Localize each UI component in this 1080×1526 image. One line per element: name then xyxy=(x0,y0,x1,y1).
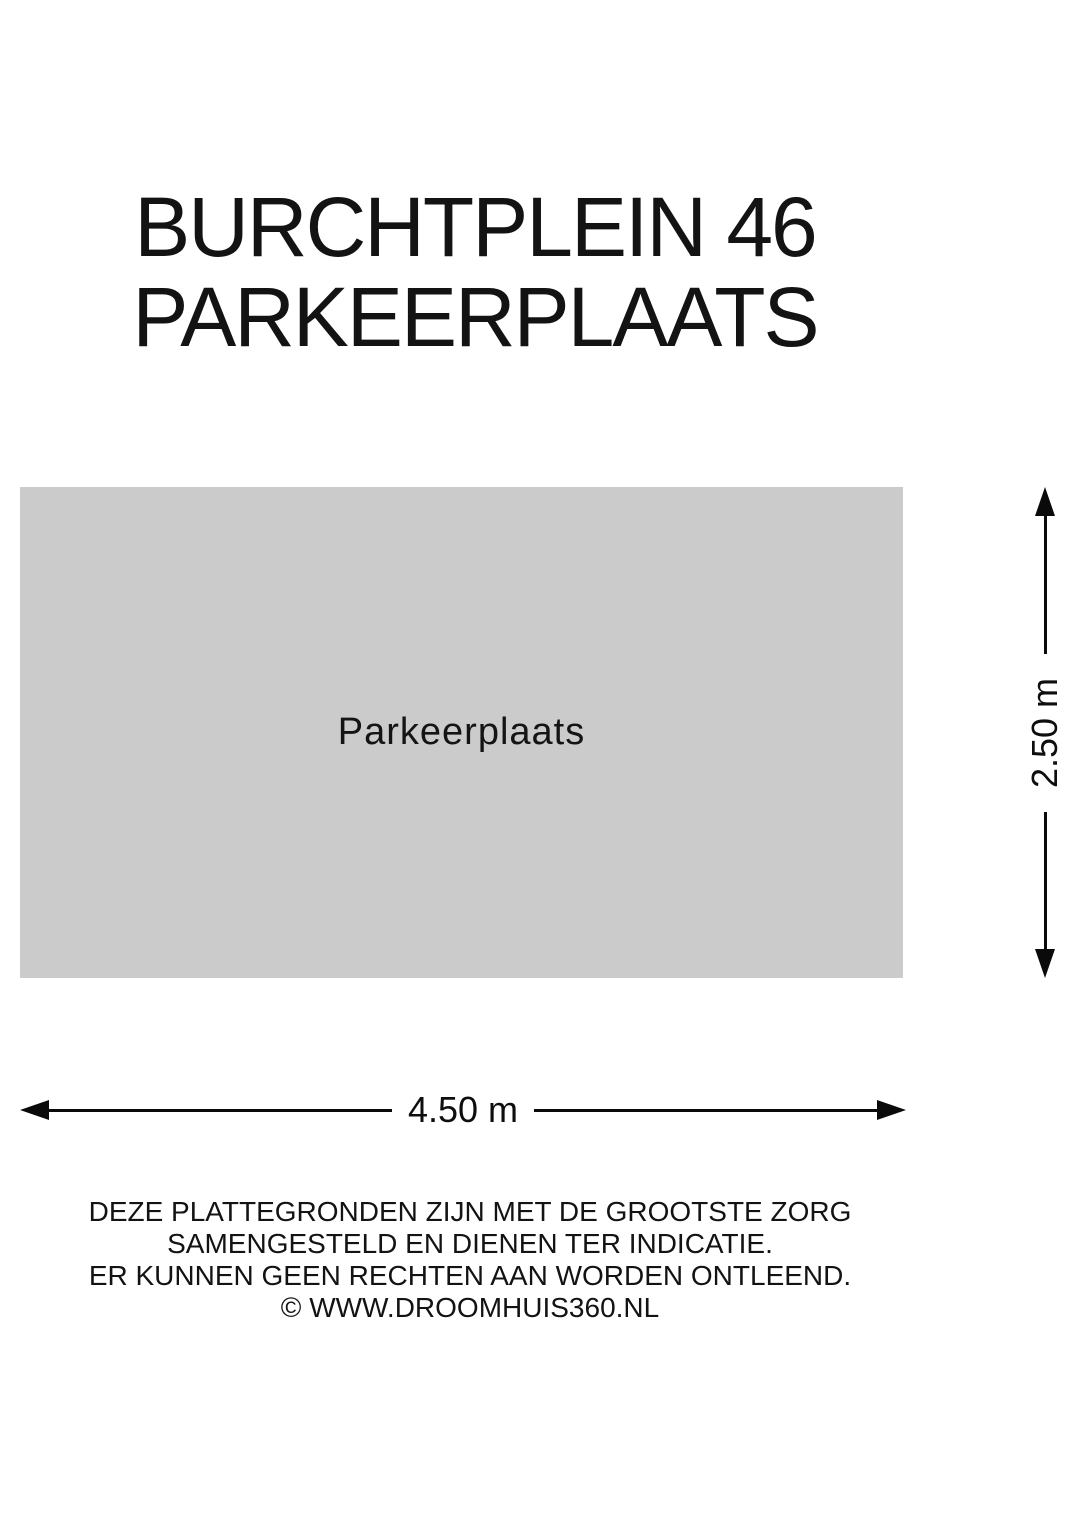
dimension-line xyxy=(1044,516,1047,654)
disclaimer-line: © WWW.DROOMHUIS360.NL xyxy=(280,1292,660,1323)
width-dimension-label: 4.50 m xyxy=(407,1089,519,1130)
arrow-left-icon xyxy=(20,1100,49,1120)
dimension-line xyxy=(49,1109,392,1112)
disclaimer xyxy=(20,1196,920,1324)
dimension-line xyxy=(534,1109,877,1112)
arrow-up-icon xyxy=(1035,487,1055,516)
room-label: Parkeerplaats xyxy=(337,711,586,753)
page-title-line1: BURCHTPLEIN 46 xyxy=(134,180,816,274)
height-dimension-labelbox xyxy=(1024,654,1065,812)
disclaimer-line: SAMENGESTELD EN DIENEN TER INDICATIE. xyxy=(167,1228,773,1259)
dimension-line xyxy=(1044,812,1047,950)
page-title-line2: PARKEERPLAATS xyxy=(132,270,818,364)
disclaimer-line: DEZE PLATTEGRONDEN ZIJN MET DE GROOTSTE ZORG xyxy=(88,1196,852,1227)
parkeerplaats-room xyxy=(20,487,903,978)
height-dimension-label: 2.50 m xyxy=(1024,677,1065,788)
page-title xyxy=(20,182,930,362)
width-dimension xyxy=(20,1089,906,1130)
disclaimer-line: ER KUNNEN GEEN RECHTEN AAN WORDEN ONTLEEND. xyxy=(88,1260,852,1291)
arrow-down-icon xyxy=(1035,949,1055,978)
height-dimension xyxy=(1024,487,1065,978)
arrow-right-icon xyxy=(877,1100,906,1120)
